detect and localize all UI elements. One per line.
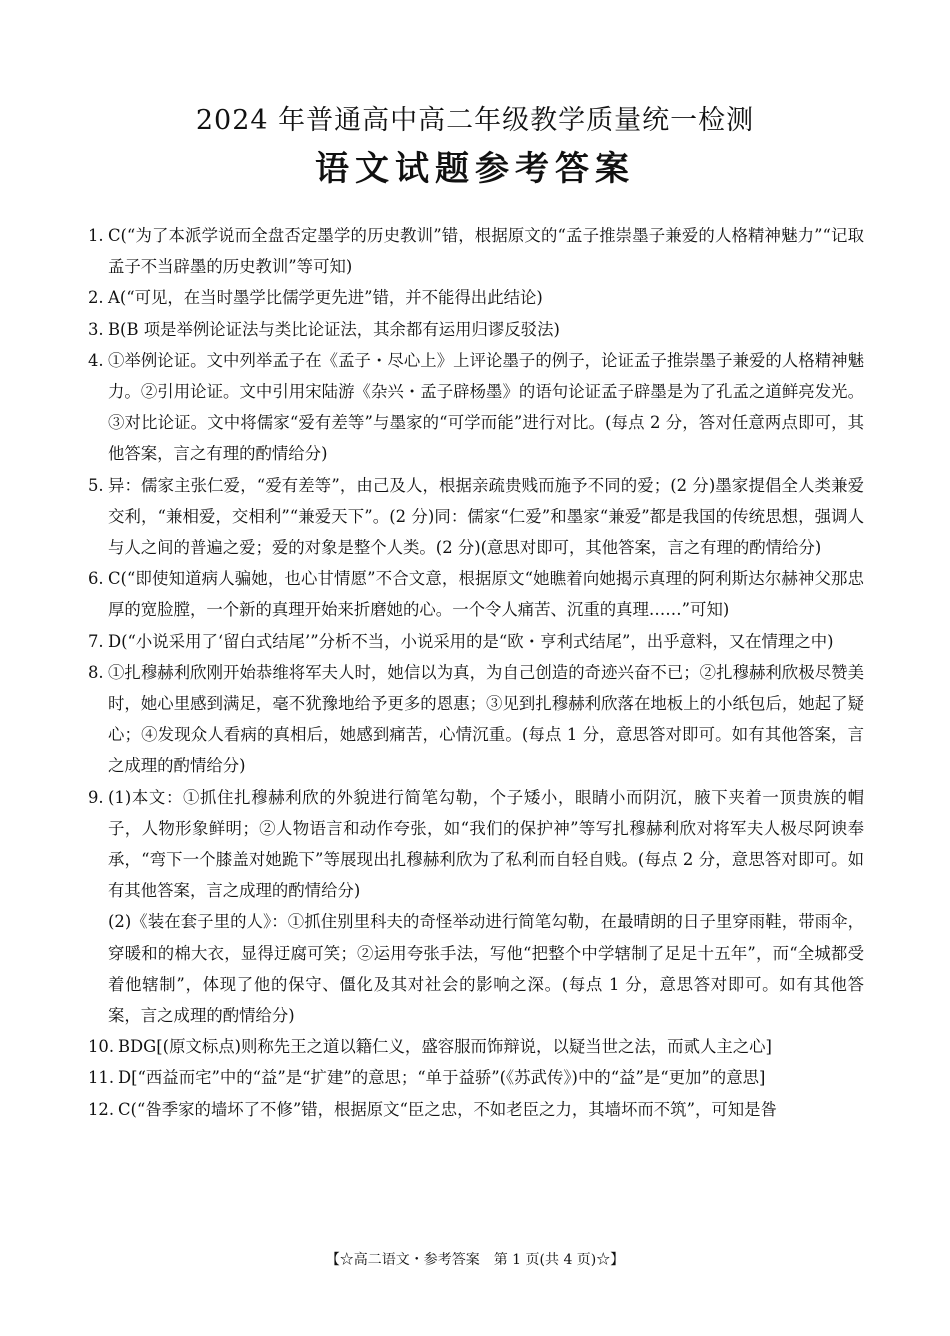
- answer-item-10: [88, 1031, 864, 1062]
- answer-number: 8.: [88, 662, 104, 682]
- answer-text: C(“即使知道病人骗她，也心甘情愿”不合文意，根据原文“她瞧着向她揭示真理的阿利斯达尔赫神父那忠厚的宽脸膛，一个新的真理开始来折磨她的心。一个令人痛苦、沉重的真理……”可知): [108, 569, 864, 620]
- answer-number: 7.: [88, 631, 104, 651]
- answer-text: ①举例论证。文中列举孟子在《孟子・尽心上》上评论墨子的例子，论证孟子推崇墨子兼爱的人格精神魅力。②引用论证。文中引用宋陆游《杂兴・孟子辟杨墨》的语句论证孟子辟墨是为了孔孟之道鲜亮发光。③对比论证。文中将儒家“爱有差等”与墨家的“可学而能”进行对比。(每点 2 分，答对任意两点即可，其他答案，言之有理的酌情给分): [108, 350, 864, 464]
- answer-list: [88, 220, 864, 1125]
- answer-item-4: [88, 345, 864, 470]
- answer-item-5: [88, 470, 864, 564]
- answer-text: 异：儒家主张仁爱，“爱有差等”，由己及人，根据亲疏贵贱而施予不同的爱；(2 分)墨家提倡全人类兼爱交利，“兼相爱，交相利”“兼爱天下”。(2 分)同：儒家“仁爱”和墨家“兼爱”都是我国的传统思想，强调人与人之间的普遍之爱；爱的对象是整个人类。(2 分)(意思对即可，其他答案，言之有理的酌情给分): [108, 475, 864, 558]
- answer-number: 11.: [88, 1068, 115, 1088]
- answer-text: B(B 项是举例论证法与类比论证法，其余都有运用归谬反驳法): [108, 319, 560, 339]
- answer-item-11: [88, 1062, 864, 1093]
- answer-item-9: [88, 782, 864, 1032]
- answer-text-part-2: (2)《装在套子里的人》：①抓住别里科夫的奇怪举动进行简笔勾勒，在最晴朗的日子里穿雨鞋，带雨伞，穿暖和的棉大衣，显得迂腐可笑；②运用夸张手法，写他“把整个中学辖制了足足十五年”，而“全城都受着他辖制”，体现了他的保守、僵化及其对社会的影响之深。(每点 1 分，意思答对即可。如有其他答案，言之成理的酌情给分): [108, 912, 864, 1026]
- page-footer: 【☆高二语文・参考答案 第 1 页(共 4 页)☆】: [325, 1252, 625, 1268]
- answer-text: D(“小说采用了‘留白式结尾’”分析不当，小说采用的是“欧・亨利式结尾”，出乎意料，又在情理之中): [108, 631, 834, 651]
- answer-text: BDG[(原文标点)则称先王之道以籍仁义，盛容服而饰辩说，以疑当世之法，而贰人主之心]: [118, 1037, 772, 1057]
- answer-item-12: [88, 1094, 864, 1125]
- answer-number: 10.: [88, 1037, 115, 1057]
- answer-item-7: [88, 626, 864, 657]
- answer-text: A(“可见，在当时墨学比儒学更先进”错，并不能得出此结论): [108, 288, 543, 308]
- answer-item-3: [88, 314, 864, 345]
- answer-number: 9.: [88, 787, 104, 807]
- answer-number: 12.: [88, 1099, 115, 1119]
- answer-number: 1.: [88, 226, 104, 245]
- answer-text: D[“西益而宅”中的“益”是“扩建”的意思；“单于益骄”(《苏武传》)中的“益”是“更加”的意思]: [118, 1068, 766, 1088]
- answer-text: C(“昝季家的墙坏了不修”错，根据原文“臣之忠，不如老臣之力，其墙坏而不筑”，可知是昝: [118, 1099, 777, 1119]
- answer-number: 3.: [88, 319, 104, 339]
- answer-item-6: [88, 563, 864, 625]
- answer-item-1: [88, 220, 864, 282]
- answer-item-2: [88, 282, 864, 313]
- answer-number: 5.: [88, 475, 104, 495]
- answer-text: C(“为了本派学说而全盘否定墨学的历史教训”错，根据原文的“孟子推崇墨子兼爱的人格精神魅力”“记取孟子不当辟墨的历史教训”等可知): [108, 226, 864, 277]
- answer-number: 2.: [88, 288, 104, 308]
- page-subtitle: 语文试题参考答案: [315, 149, 635, 189]
- answer-text-part-1: (1)本文：①抓住扎穆赫利欣的外貌进行简笔勾勒，个子矮小，眼睛小而阴沉，腋下夹着一顶贵族的帽子，人物形象鲜明；②人物语言和动作夸张，如“我们的保护神”等写扎穆赫利欣对将军夫人极尽阿谀奉承，“弯下一个膝盖对她跪下”等展现出扎穆赫利欣为了私利而自轻自贱。(每点 2 分，意思答对即可。如有其他答案，言之成理的酌情给分): [108, 787, 864, 901]
- answer-text: ①扎穆赫利欣刚开始恭维将军夫人时，她信以为真，为自己创造的奇迹兴奋不已；②扎穆赫利欣极尽赞美时，她心里感到满足，毫不犹豫地给予更多的恩惠；③见到扎穆赫利欣落在地板上的小纸包后，她起了疑心；④发现众人看病的真相后，她感到痛苦，心情沉重。(每点 1 分，意思答对即可。如有其他答案，言之成理的酌情给分): [108, 662, 864, 776]
- answer-item-8: [88, 657, 864, 782]
- page-title: 2024 年普通高中高二年级教学质量统一检测: [195, 105, 755, 136]
- answer-number: 4.: [88, 350, 104, 370]
- answer-number: 6.: [88, 569, 104, 589]
